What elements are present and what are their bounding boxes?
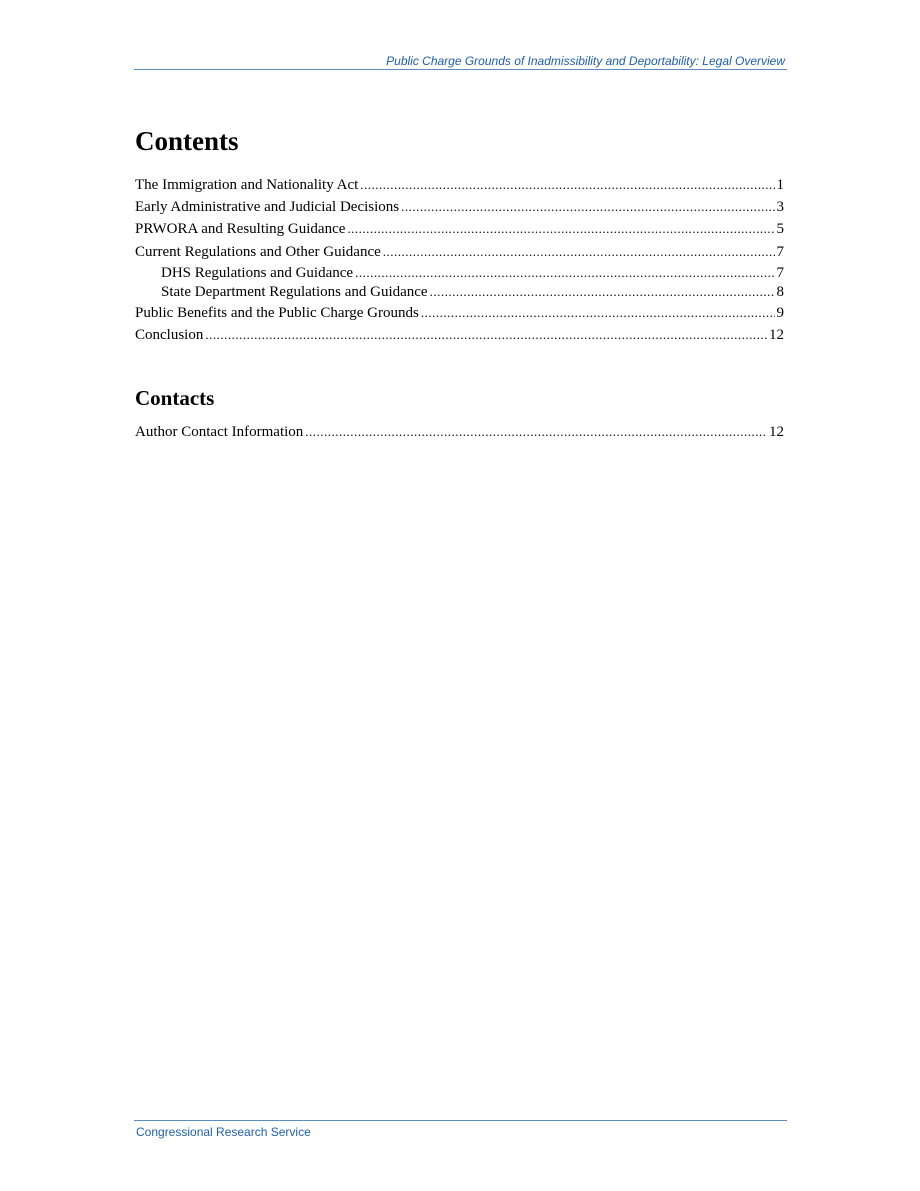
toc-entry-title: PRWORA and Resulting Guidance xyxy=(135,221,346,238)
toc-entry-public-benefits[interactable] xyxy=(135,302,784,324)
toc-entry-title: Author Contact Information xyxy=(135,424,304,440)
toc-entry-title: Public Benefits and the Public Charge Grounds xyxy=(135,304,419,321)
toc-entry-author-contact[interactable] xyxy=(135,421,784,443)
toc-page-number: 12 xyxy=(769,424,784,440)
toc-dot-leader xyxy=(355,263,774,282)
toc-dot-leader xyxy=(347,218,774,240)
toc-page-number: 5 xyxy=(776,221,784,238)
toc-page-number: 3 xyxy=(776,199,784,216)
toc-page-number: 7 xyxy=(776,243,784,260)
toc-entry-title: Conclusion xyxy=(135,326,204,343)
page-header xyxy=(134,53,787,70)
toc-entry-title: Early Administrative and Judicial Decisions xyxy=(135,199,400,216)
toc-entry-dhs-regulations[interactable] xyxy=(135,263,784,283)
toc-page-number: 1 xyxy=(776,177,784,193)
toc-dot-leader xyxy=(421,302,775,324)
toc-entry-prwora[interactable] xyxy=(135,218,784,240)
toc-entry-conclusion[interactable] xyxy=(135,324,784,346)
toc-dot-leader xyxy=(430,282,775,301)
toc-dot-leader xyxy=(305,421,767,443)
running-head-title: Public Charge Grounds of Inadmissibility and Deportability: Legal Overview xyxy=(386,54,785,68)
toc-entry-title: The Immigration and Nationality Act xyxy=(135,177,359,193)
toc-dot-leader xyxy=(205,324,767,346)
toc-page-number: 8 xyxy=(776,284,784,301)
toc-entry-current-regulations[interactable] xyxy=(135,241,784,263)
toc-dot-leader xyxy=(360,174,774,196)
toc-entry-title: DHS Regulations and Guidance xyxy=(161,264,354,281)
contacts-heading: Contacts xyxy=(135,386,215,410)
footer-organization: Congressional Research Service xyxy=(136,1125,311,1139)
header-rule xyxy=(134,69,787,70)
toc-page-number: 9 xyxy=(776,304,784,321)
toc-entry-state-department-regulations[interactable] xyxy=(135,282,784,302)
toc-page-number: 7 xyxy=(776,264,784,281)
toc-dot-leader xyxy=(401,196,774,218)
toc-dot-leader xyxy=(383,241,775,263)
contacts-toc-list xyxy=(135,421,784,443)
toc-entry-title: Current Regulations and Other Guidance xyxy=(135,243,381,260)
contents-toc-list xyxy=(135,174,784,346)
contents-heading: Contents xyxy=(135,126,239,156)
toc-entry-early-decisions[interactable] xyxy=(135,196,784,218)
toc-page-number: 12 xyxy=(769,326,784,343)
page-footer xyxy=(134,1120,787,1140)
toc-entry-immigration-nationality-act[interactable] xyxy=(135,174,784,196)
toc-entry-title: State Department Regulations and Guidance xyxy=(161,284,428,301)
